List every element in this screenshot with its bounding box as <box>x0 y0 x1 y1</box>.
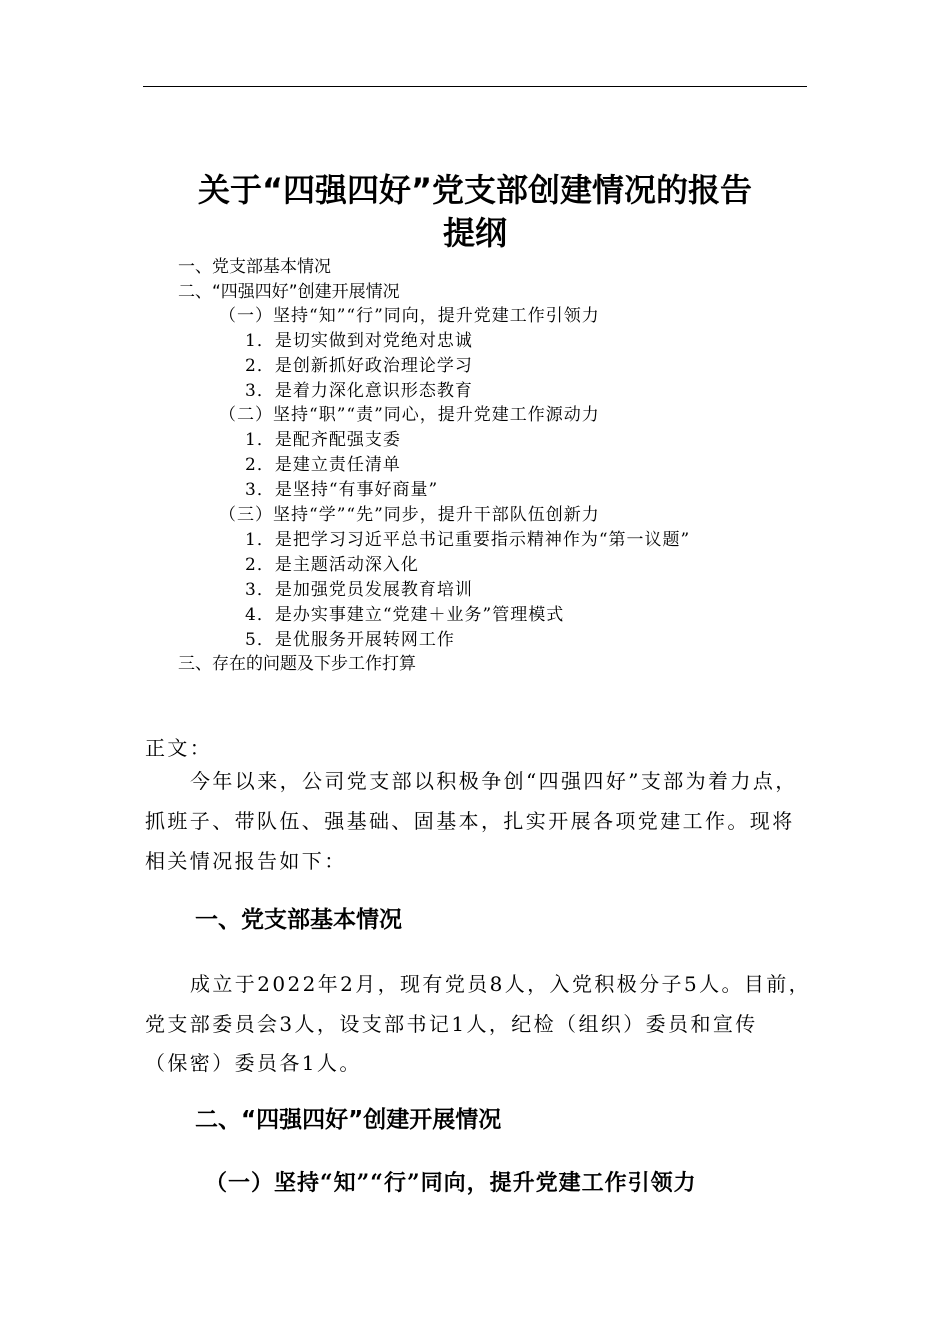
outline-item: 1．是配齐配强支委 <box>245 430 401 450</box>
outline-item: 4．是办实事建立“党建＋业务”管理模式 <box>245 605 565 625</box>
outline-item: 3．是着力深化意识形态教育 <box>245 381 473 401</box>
outline-section-3: 三、存在的问题及下步工作打算 <box>178 654 416 674</box>
subsection-heading-1: （一）坚持“知”“行”同向，提升党建工作引领力 <box>205 1170 697 1196</box>
intro-line-3: 相关情况报告如下： <box>145 849 347 873</box>
outline-item: 5．是优服务开展转网工作 <box>245 630 455 650</box>
outline-group-1: （一）坚持“知”“行”同向，提升党建工作引领力 <box>219 306 600 326</box>
outline-group-3: （三）坚持“学”“先”同步，提升干部队伍创新力 <box>219 505 600 525</box>
sec1-line-2: 党支部委员会3人，设支部书记1人，纪检（组织）委员和宣传 <box>145 1012 758 1036</box>
sec1-line-1: 成立于2022年2月，现有党员8人，入党积极分子5人。目前， <box>190 972 812 996</box>
outline-group-2: （二）坚持“职”“责”同心，提升党建工作源动力 <box>219 405 600 425</box>
outline-item: 2．是建立责任清单 <box>245 455 401 475</box>
outline-item: 2．是主题活动深入化 <box>245 555 419 575</box>
outline-section-2: 二、“四强四好”创建开展情况 <box>178 282 400 302</box>
outline-section-1: 一、党支部基本情况 <box>178 257 331 277</box>
outline-item: 1．是把学习习近平总书记重要指示精神作为“第一议题” <box>245 530 691 550</box>
sec1-line-3: （保密）委员各1人。 <box>145 1051 362 1075</box>
intro-line-1: 今年以来，公司党支部以积极争创“四强四好”支部为着力点， <box>190 769 798 793</box>
section-heading-2: 二、“四强四好”创建开展情况 <box>195 1107 502 1133</box>
outline-item: 2．是创新抓好政治理论学习 <box>245 356 473 376</box>
body-label: 正文： <box>145 736 213 760</box>
header-rule <box>143 86 807 87</box>
document-title-line2: 提纲 <box>442 214 507 252</box>
outline-item: 3．是坚持“有事好商量” <box>245 480 439 500</box>
outline-item: 3．是加强党员发展教育培训 <box>245 580 473 600</box>
section-heading-1: 一、党支部基本情况 <box>195 907 402 933</box>
document-title: 关于“四强四好”党支部创建情况的报告 <box>197 171 753 209</box>
outline-item: 1．是切实做到对党绝对忠诚 <box>245 331 473 351</box>
intro-line-2: 抓班子、带队伍、强基础、固基本，扎实开展各项党建工作。现将 <box>145 809 795 833</box>
